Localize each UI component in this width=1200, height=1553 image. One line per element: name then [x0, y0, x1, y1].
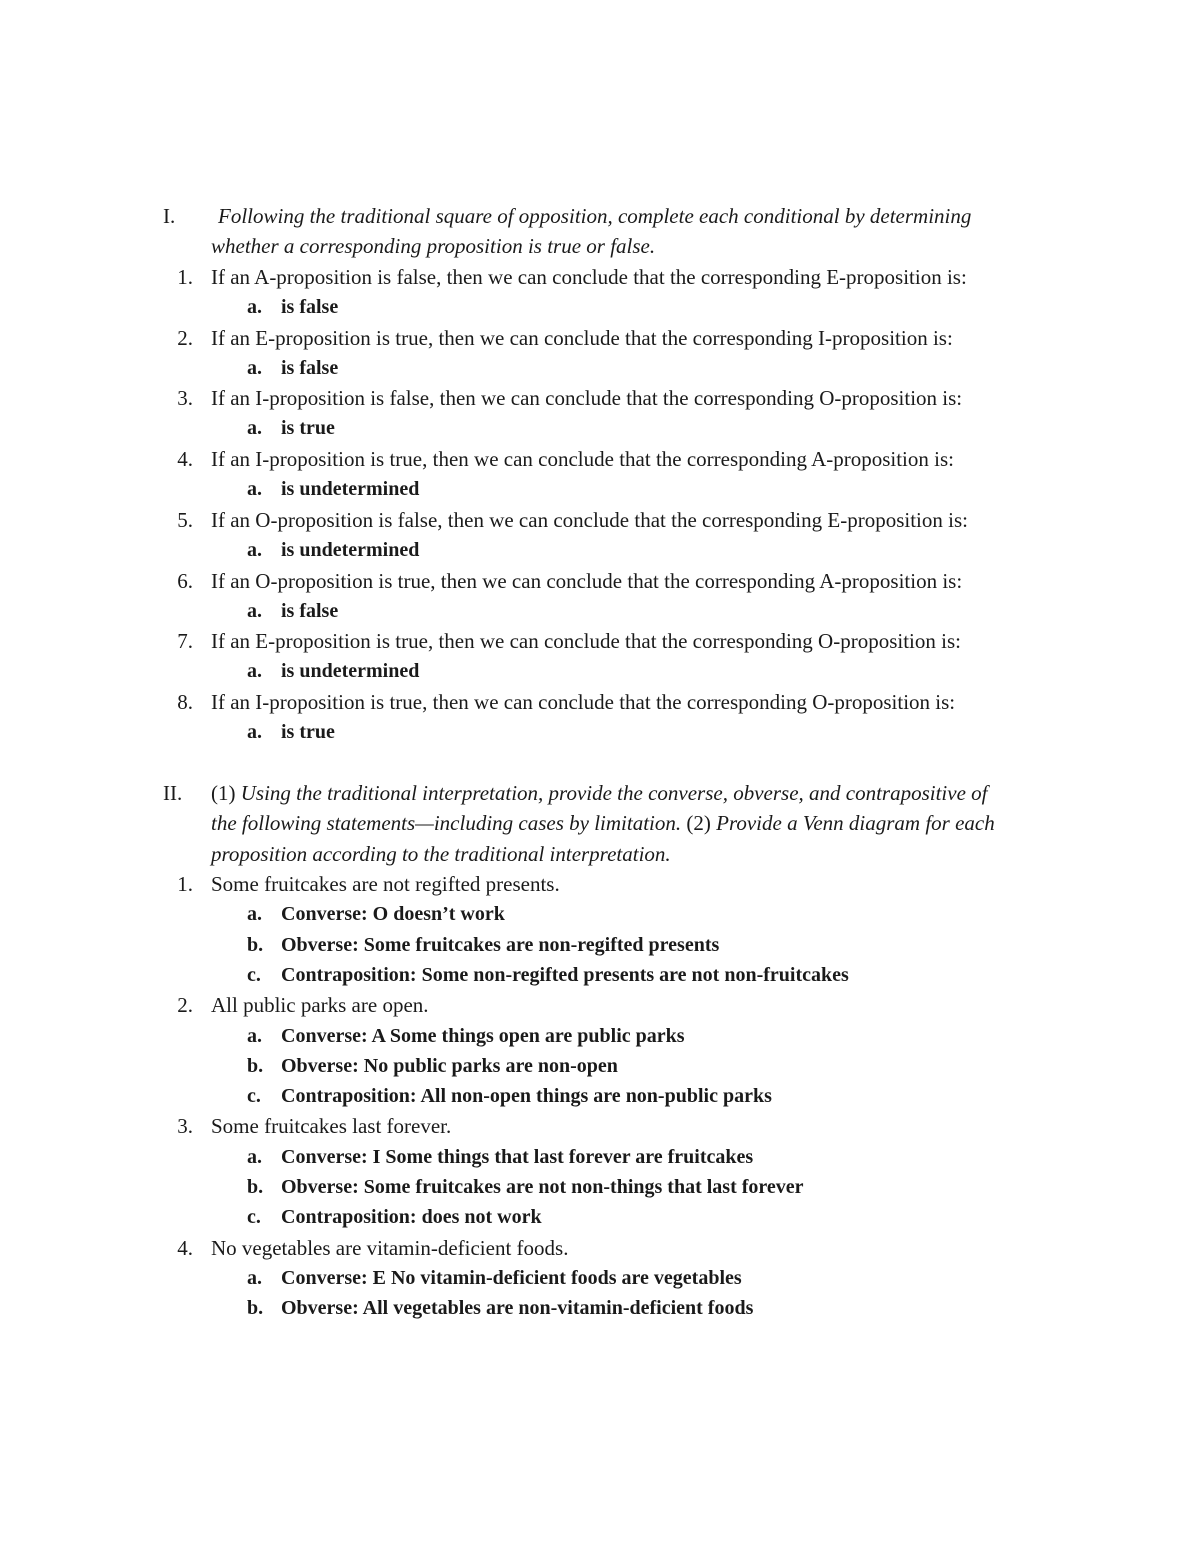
answer-text: Converse: A Some things open are public parks	[281, 1024, 685, 1047]
answer-line	[247, 353, 338, 383]
question-number: 8.	[177, 689, 193, 714]
question-number: 3.	[177, 386, 193, 411]
answer-line	[247, 292, 338, 322]
answer-text: Obverse: All vegetables are non-vitamin-deficient foods	[281, 1297, 754, 1320]
answer-text: Contraposition: All non-open things are non-public parks	[281, 1085, 772, 1108]
answer-line	[247, 1202, 542, 1232]
question-number: 4.	[177, 447, 193, 472]
statement-number: 2.	[177, 993, 193, 1018]
question-text: If an E-proposition is true, then we can conclude that the corresponding O-proposition is:	[211, 629, 961, 654]
answer-letter: a.	[247, 1266, 262, 1289]
answer-letter: a.	[247, 478, 262, 501]
answer-letter: b.	[247, 1297, 264, 1320]
section-2-instruction-line-1	[211, 778, 988, 808]
answer-line	[247, 1293, 753, 1323]
question-number: 6.	[177, 568, 193, 593]
answer-letter: c.	[247, 1206, 261, 1229]
statement-text: All public parks are open.	[211, 993, 429, 1018]
answer-line	[247, 474, 419, 504]
question-text: If an I-proposition is false, then we can conclude that the corresponding O-proposition is:	[211, 386, 963, 411]
answer-letter: b.	[247, 1176, 264, 1198]
question-text: If an E-proposition is true, then we can conclude that the corresponding I-proposition is:	[211, 325, 953, 350]
question-number: 7.	[177, 629, 193, 654]
question-text: If an A-proposition is false, then we can conclude that the corresponding E-proposition is:	[211, 265, 967, 289]
section-2-instruction-text-1: Using the traditional interpretation, provide the converse, obverse, and contrapositive of	[240, 781, 988, 805]
answer-text: Obverse: Some fruitcakes are non-regifted presents	[281, 933, 720, 956]
section-2-instruction-text-2c: Provide a Venn diagram for each	[716, 811, 995, 835]
answer-text: Converse: O doesn’t work	[281, 903, 505, 926]
answer-line	[247, 596, 338, 626]
answer-letter: a.	[247, 356, 262, 379]
answer-letter: b.	[247, 1054, 264, 1077]
answer-line	[247, 535, 419, 565]
answer-text: Obverse: Some fruitcakes are not non-things that last forever	[281, 1176, 804, 1198]
answer-letter: b.	[247, 933, 264, 956]
question-number: 5.	[177, 507, 193, 532]
section-2-instruction-text-2a: the following statements—including cases by limitation.	[211, 811, 682, 835]
section-1-instruction-line-1: Following the traditional square of opposition, complete each conditional by determining	[218, 204, 972, 228]
answer-text: is false	[281, 296, 339, 318]
answer-line	[247, 1263, 742, 1293]
statement-number: 4.	[177, 1235, 193, 1260]
answer-line	[247, 413, 335, 443]
answer-letter: a.	[247, 296, 262, 318]
answer-letter: a.	[247, 1024, 262, 1047]
answer-line	[247, 1081, 772, 1111]
answer-letter: a.	[247, 599, 262, 622]
statement-text: Some fruitcakes are not regifted presents.	[211, 872, 560, 896]
statement-number: 3.	[177, 1114, 193, 1139]
answer-letter: a.	[247, 538, 262, 561]
answer-text: Converse: I Some things that last forever are fruitcakes	[281, 1145, 754, 1168]
answer-line	[247, 1142, 753, 1172]
answer-text: is true	[281, 417, 335, 440]
answer-letter: a.	[247, 1145, 262, 1168]
answer-text: Obverse: No public parks are non-open	[281, 1054, 618, 1077]
statement-text: Some fruitcakes last forever.	[211, 1114, 452, 1139]
statement-text: No vegetables are vitamin-deficient foods.	[211, 1235, 569, 1260]
answer-text: is false	[281, 356, 339, 379]
question-text: If an O-proposition is true, then we can conclude that the corresponding A-proposition is:	[211, 568, 963, 593]
answer-text: is undetermined	[281, 660, 420, 683]
answer-text: Converse: E No vitamin-deficient foods are vegetables	[281, 1266, 742, 1289]
answer-text: Contraposition: Some non-regifted presents are not non-fruitcakes	[281, 963, 849, 986]
section-2-part-1-marker: (1)	[211, 781, 241, 805]
answer-letter: c.	[247, 963, 261, 986]
answer-line	[247, 717, 335, 747]
answer-text: is false	[281, 599, 339, 622]
answer-line	[247, 1051, 618, 1081]
section-1-numeral: I.	[163, 204, 176, 228]
section-2-numeral: II.	[163, 781, 183, 805]
answer-letter: a.	[247, 903, 262, 926]
statement-number: 1.	[177, 872, 193, 896]
answer-letter: c.	[247, 1085, 261, 1108]
section-2-instruction-line-2	[211, 808, 995, 838]
question-text: If an O-proposition is false, then we can conclude that the corresponding E-proposition is:	[211, 507, 968, 532]
answer-letter: a.	[247, 720, 262, 743]
section-1-instruction-line-2: whether a corresponding proposition is true or false.	[211, 234, 656, 258]
answer-text: is undetermined	[281, 478, 420, 501]
question-number: 2.	[177, 325, 193, 350]
answer-line	[247, 960, 849, 990]
answer-line	[247, 1172, 804, 1202]
question-number: 1.	[177, 265, 193, 289]
answer-line	[247, 930, 719, 960]
question-text: If an I-proposition is true, then we can conclude that the corresponding A-proposition is:	[211, 447, 954, 472]
answer-letter: a.	[247, 660, 262, 683]
section-2-instruction-line-3: proposition according to the traditional interpretation.	[211, 842, 671, 866]
answer-text: Contraposition: does not work	[281, 1206, 542, 1229]
answer-line	[247, 899, 505, 929]
answer-letter: a.	[247, 417, 262, 440]
answer-text: is true	[281, 720, 335, 743]
answer-line	[247, 656, 419, 686]
answer-text: is undetermined	[281, 538, 420, 561]
answer-line	[247, 1021, 685, 1051]
question-text: If an I-proposition is true, then we can conclude that the corresponding O-proposition is:	[211, 689, 956, 714]
section-2-part-2-marker: (2)	[681, 811, 717, 835]
